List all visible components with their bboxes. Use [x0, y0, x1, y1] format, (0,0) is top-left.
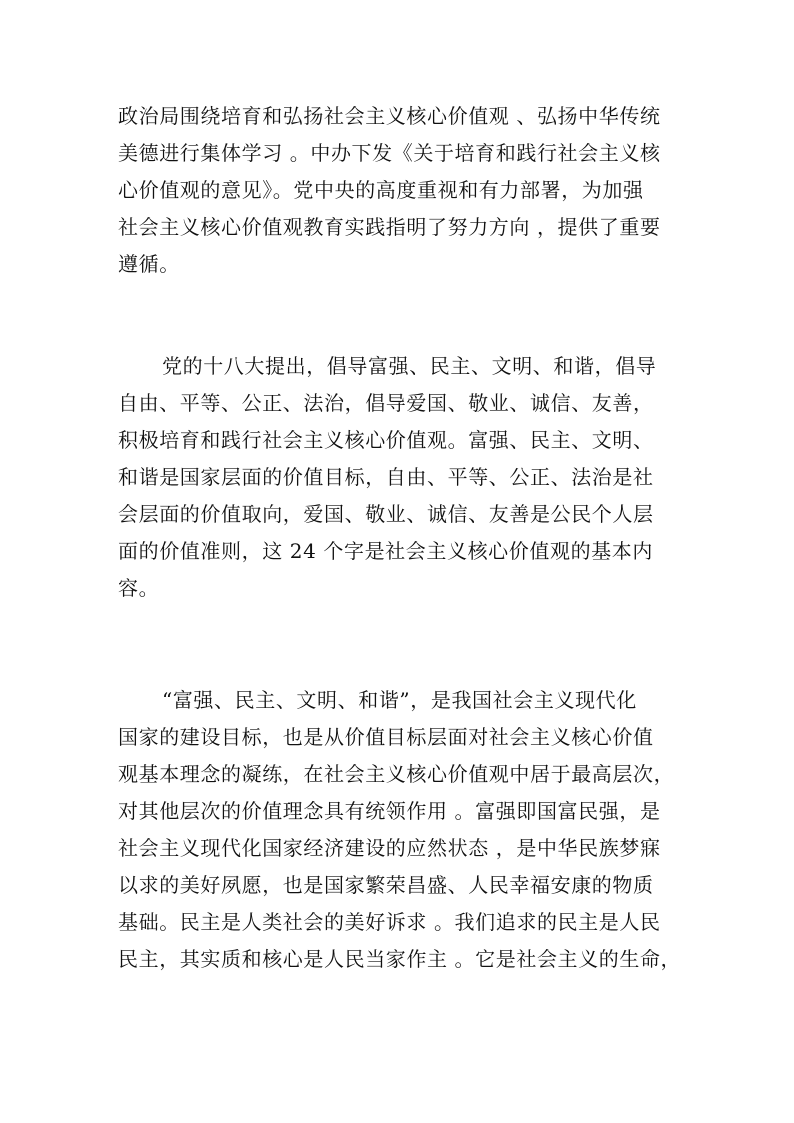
text-line: 对其他层次的价值理念具有统领作用 。富强即国富民强，是 [118, 799, 661, 823]
text-line: 以求的美好夙愿，也是国家繁荣昌盛、人民幸福安康的物质 [118, 873, 654, 897]
text-line: 和谐是国家层面的价值目标，自由、平等、公正、法治是社 [118, 465, 654, 489]
text-line: 观基本理念的凝练，在社会主义核心价值观中居于最高层次， [118, 762, 675, 786]
text-line: 党的十八大提出，倡导富强、民主、文明、和谐，倡导 [162, 354, 657, 378]
text-line: 民主，其实质和核心是人民当家作主 。它是社会主义的生命， [118, 947, 682, 971]
text-line: 社会主义核心价值观教育实践指明了努力方向 ，提供了重要 [118, 215, 661, 239]
text-line: 社会主义现代化国家经济建设的应然状态 ，是中华民族梦寐 [118, 836, 661, 860]
text-line: 心价值观的意见》。党中央的高度重视和有力部署，为加强 [118, 178, 644, 202]
paragraph-3 [118, 682, 690, 978]
paragraph-2 [118, 348, 690, 607]
text-line: 基础。民主是人类社会的美好诉求 。我们追求的民主是人民 [118, 910, 661, 934]
text-line: 容。 [118, 576, 160, 600]
text-line: 积极培育和践行社会主义核心价值观。富强、民主、文明、 [118, 428, 654, 452]
text-line: 自由、平等、公正、法治，倡导爱国、敬业、诚信、友善， [118, 391, 654, 415]
text-line: 国家的建设目标，也是从价值目标层面对社会主义核心价值 [118, 725, 654, 749]
text-line: 政治局围绕培育和弘扬社会主义核心价值观 、弘扬中华传统 [118, 104, 661, 128]
paragraph-1 [118, 98, 690, 283]
text-line: 面的价值准则，这 24 个字是社会主义核心价值观的基本内 [118, 539, 653, 563]
text-line: “富强、民主、文明、和谐”，是我国社会主义现代化 [162, 688, 637, 712]
text-line: 美德进行集体学习 。中办下发《关于培育和践行社会主义核 [118, 141, 661, 165]
text-line: 会层面的价值取向，爱国、敬业、诚信、友善是公民个人层 [118, 502, 654, 526]
text-line: 遵循。 [118, 252, 180, 276]
